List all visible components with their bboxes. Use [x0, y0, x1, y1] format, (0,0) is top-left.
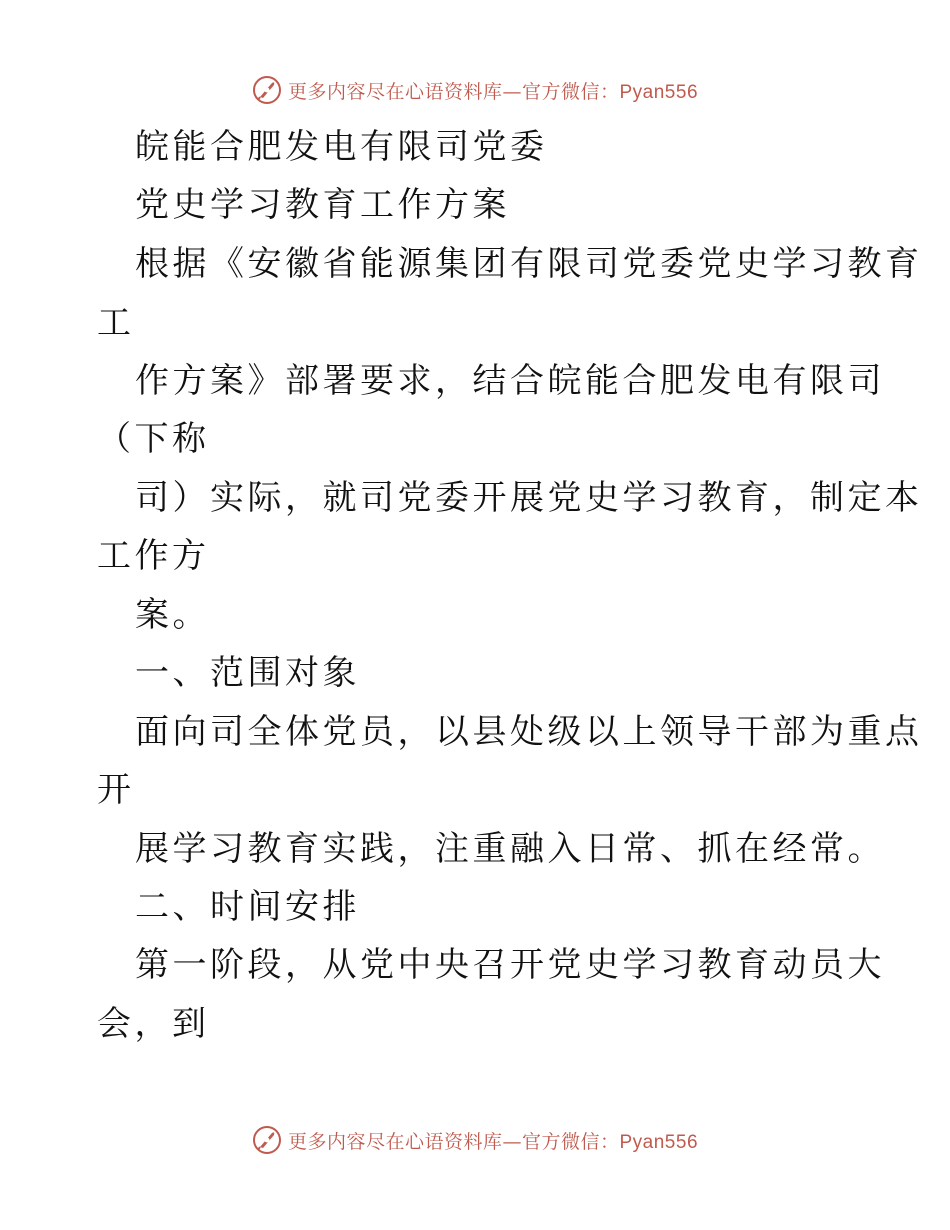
section-heading: 一、范围对象 — [135, 653, 360, 693]
watermark-text: 更多内容尽在心语资料库—官方微信：Pyan556 — [287, 80, 699, 103]
doc-title-line-1: 皖能合肥发电有限司党委 — [135, 127, 548, 167]
paragraph-line: （下称 — [97, 419, 210, 459]
section-heading: 二、时间安排 — [135, 887, 360, 927]
paragraph-line: 工 — [97, 303, 135, 343]
paragraph-line: 展学习教育实践，注重融入日常、抓在经常。 — [135, 829, 885, 869]
paragraph-line: 司）实际，就司党委开展党史学习教育，制定本 — [135, 478, 923, 518]
paragraph-line: 作方案》部署要求，结合皖能合肥发电有限司 — [135, 361, 885, 401]
paragraph-line: 第一阶段，从党中央召开党史学习教育动员大 — [135, 945, 885, 985]
paragraph-line: 会，到 — [97, 1004, 210, 1044]
quill-pen-logo-icon — [252, 1125, 282, 1155]
paragraph-line: 开 — [97, 770, 135, 810]
watermark-banner-bottom — [0, 1122, 950, 1158]
paragraph-line: 工作方 — [97, 536, 210, 576]
watermark-text: 更多内容尽在心语资料库—官方微信：Pyan556 — [287, 1130, 699, 1153]
doc-title-line-2: 党史学习教育工作方案 — [135, 185, 510, 225]
paragraph-line: 根据《安徽省能源集团有限司党委党史学习教育 — [135, 244, 923, 284]
paragraph-line: 面向司全体党员，以县处级以上领导干部为重点 — [135, 712, 923, 752]
paragraph-line: 案。 — [135, 595, 210, 635]
